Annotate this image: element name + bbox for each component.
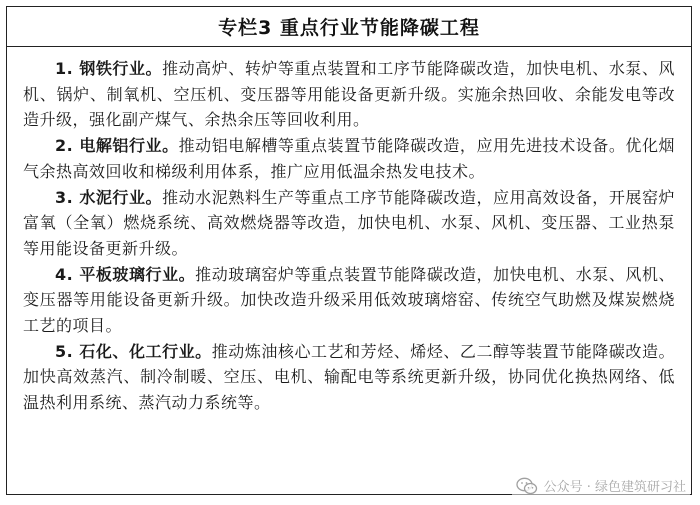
paragraph-heading: 2. 电解铝行业。 bbox=[55, 136, 179, 156]
paragraph-steel bbox=[23, 56, 675, 133]
content-area bbox=[7, 47, 691, 416]
paragraph-glass bbox=[23, 262, 675, 339]
paragraph-heading: 5. 石化、化工行业。 bbox=[55, 341, 212, 361]
paragraph-text: 推动玻璃窑炉等重点装置节能降碳改造，加快电机、水泵、风机、变压器等用能设备更新升级。加快改造升级采用低效玻璃熔窑、传统空气助燃及煤炭燃烧工艺的项目。 bbox=[23, 264, 675, 336]
watermark-text: 公众号 · 绿色建筑研习社 bbox=[543, 480, 686, 495]
panel-title: 专栏3 重点行业节能降碳工程 bbox=[218, 17, 480, 39]
paragraph-heading: 4. 平板玻璃行业。 bbox=[55, 264, 196, 284]
paragraph-cement bbox=[23, 185, 675, 262]
paragraph-petrochemical bbox=[23, 339, 675, 416]
watermark bbox=[512, 475, 690, 496]
column-box bbox=[6, 6, 692, 495]
paragraph-text: 推动水泥熟料生产等重点工序节能降碳改造，应用高效设备，开展窑炉富氧（全氧）燃烧系统、高效燃烧器等改造，加快电机、水泵、风机、变压器、工业热泵等用能设备更新升级。 bbox=[23, 187, 675, 258]
paragraph-text: 推动铝电解槽等重点装置节能降碳改造，应用先进技术设备。优化烟气余热高效回收和梯级利用体系，推广应用低温余热发电技术。 bbox=[23, 136, 675, 181]
paragraph-text: 推动炼油核心工艺和芳烃、烯烃、乙二醇等装置节能降碳改造。加快高效蒸汽、制冷制暖、空压、电机、输配电等系统更新升级，协同优化换热网络、低温热利用系统、蒸汽动力系统等。 bbox=[23, 341, 675, 413]
paragraph-heading: 1. 钢铁行业。 bbox=[55, 59, 163, 78]
title-bar bbox=[7, 7, 691, 47]
paragraph-heading: 3. 水泥行业。 bbox=[55, 187, 163, 207]
wechat-icon bbox=[516, 477, 538, 495]
paragraph-text: 推动高炉、转炉等重点装置和工序节能降碳改造，加快电机、水泵、风机、锅炉、制氧机、空压机、变压器等用能设备更新升级。实施余热回收、余能发电等改造升级，强化副产煤气、余热余压等回收利用。 bbox=[23, 59, 675, 130]
paragraph-aluminum bbox=[23, 133, 675, 184]
